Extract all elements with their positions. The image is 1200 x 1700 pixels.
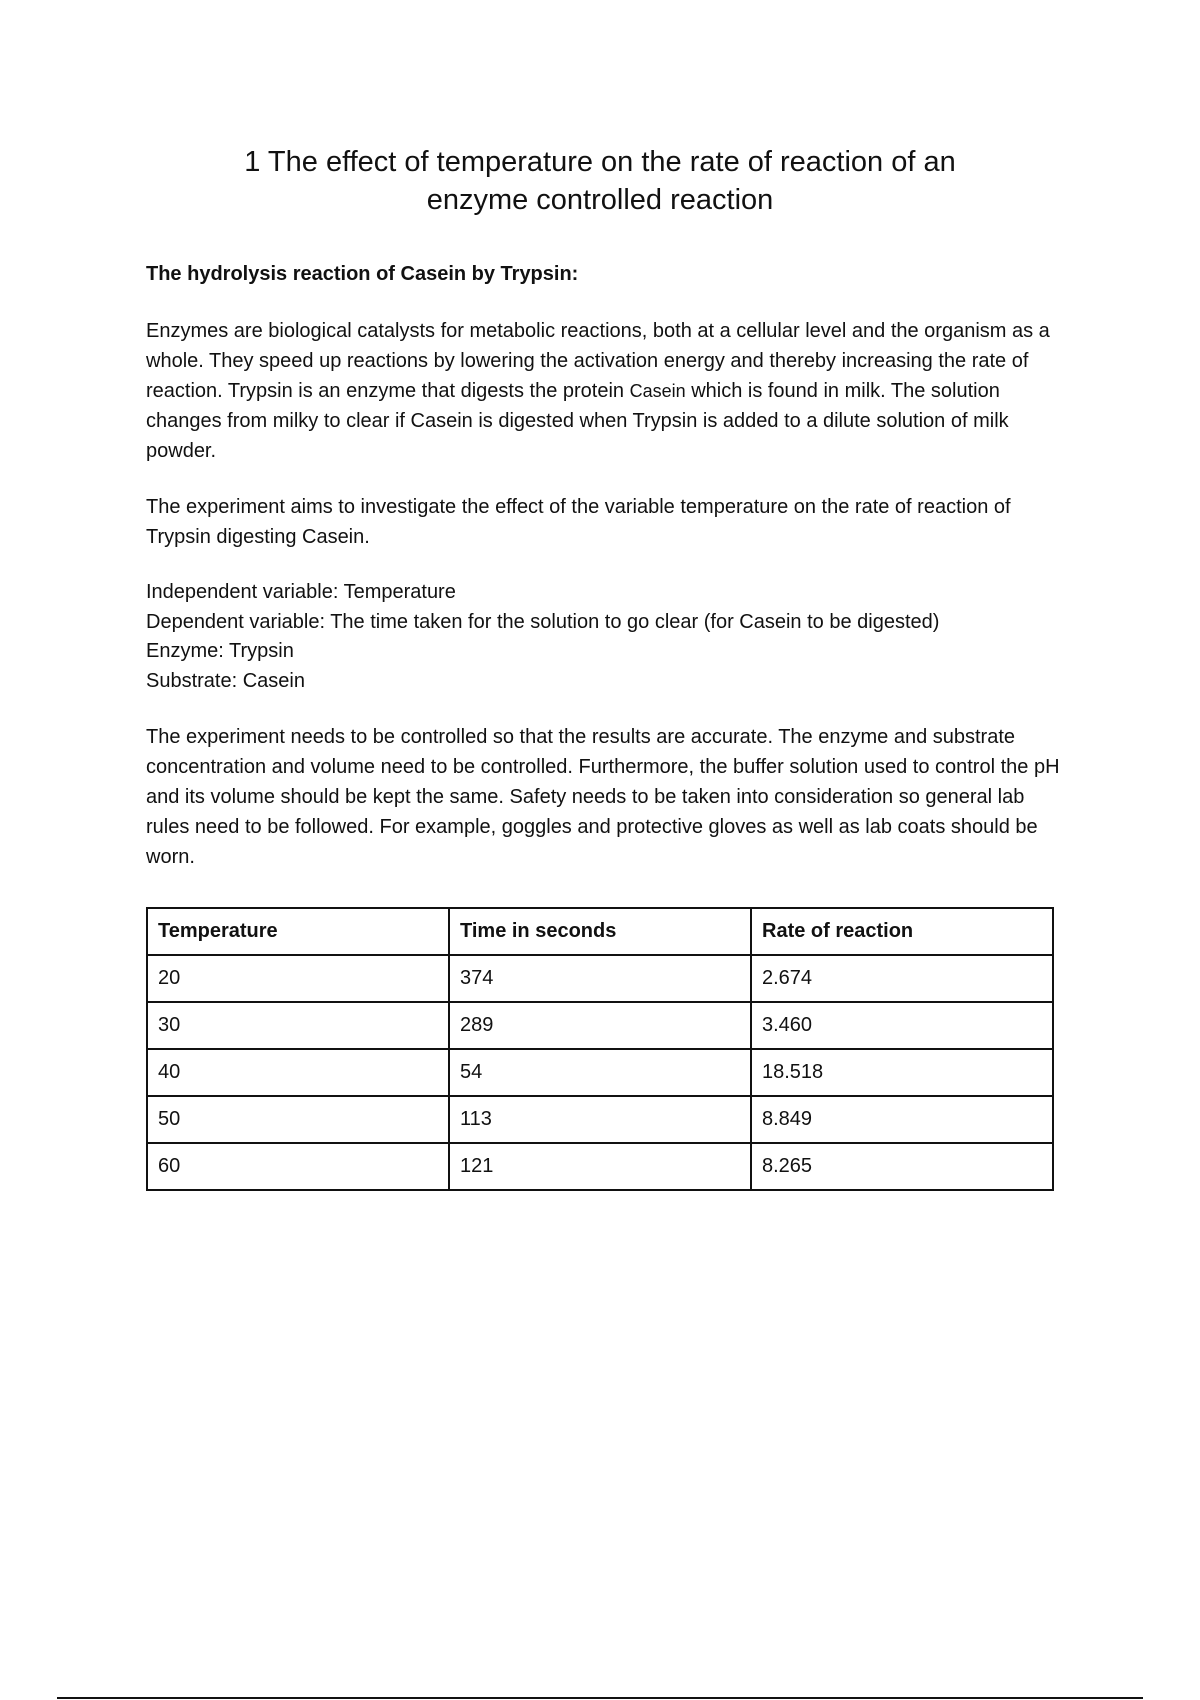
table-row: [147, 1002, 1053, 1049]
aim-paragraph: The experiment aims to investigate the effect of the variable temperature on the rate of reaction of Trypsin digesting Casein.: [146, 496, 1011, 548]
results-table: [146, 907, 1054, 1191]
controls-paragraph: The experiment needs to be controlled so that the results are accurate. The enzyme and substrate concentration and volume need to be controlled. Furthermore, the buffer solution used to control the pH and its volume should be kept the same. Safety needs to be taken into consideration so general lab rules need to be followed. For example, goggles and protective gloves as well as lab coats should be worn.: [146, 726, 1060, 868]
table-header-row: [147, 908, 1053, 955]
table-row: [147, 955, 1053, 1002]
table-row: [147, 1049, 1053, 1096]
intro-paragraph: [146, 316, 1066, 466]
cell-time: 289: [449, 1002, 751, 1049]
section-heading: The hydrolysis reaction of Casein by Trypsin:: [146, 263, 579, 285]
cell-rate: 18.518: [751, 1049, 1053, 1096]
dependent-variable: Dependent variable: The time taken for the solution to go clear (for Casein to be digested): [146, 610, 940, 633]
title-line-2: enzyme controlled reaction: [426, 184, 774, 216]
title-line-1: 1 The effect of temperature on the rate of reaction of an: [244, 146, 956, 178]
intro-text-casein: Casein: [629, 381, 686, 401]
header-temperature: Temperature: [147, 908, 449, 955]
intro-text-main: Enzymes are biological catalysts for metabolic reactions, both at a cellular level and the organism as a whole. They speed up reactions by lowering the activation energy and thereby increasing the rate of reaction. Trypsin is an enzyme that digests the protein: [146, 320, 1050, 402]
intro-text-end: which is found in milk. The solution changes from milky to clear if Casein is digested when Trypsin is added to a dilute solution of milk powder.: [146, 380, 1009, 462]
header-rate: Rate of reaction: [751, 908, 1053, 955]
cell-time: 121: [449, 1143, 751, 1190]
enzyme-line: Enzyme: Trypsin: [146, 640, 294, 662]
page-title: [200, 143, 1000, 219]
cell-time: 113: [449, 1096, 751, 1143]
cell-temperature: 20: [147, 955, 449, 1002]
footer-divider: [57, 1697, 1143, 1699]
cell-temperature: 30: [147, 1002, 449, 1049]
header-time: Time in seconds: [449, 908, 751, 955]
cell-rate: 8.265: [751, 1143, 1053, 1190]
cell-time: 374: [449, 955, 751, 1002]
cell-rate: 2.674: [751, 955, 1053, 1002]
substrate-line: Substrate: Casein: [146, 669, 305, 692]
document-body: [146, 260, 1066, 898]
table-row: [147, 1143, 1053, 1190]
cell-rate: 8.849: [751, 1096, 1053, 1143]
independent-variable: Independent variable: Temperature: [146, 581, 456, 603]
cell-temperature: 60: [147, 1143, 449, 1190]
cell-temperature: 50: [147, 1096, 449, 1143]
cell-time: 54: [449, 1049, 751, 1096]
cell-temperature: 40: [147, 1049, 449, 1096]
variables-list: [146, 578, 1066, 696]
cell-rate: 3.460: [751, 1002, 1053, 1049]
table-row: [147, 1096, 1053, 1143]
